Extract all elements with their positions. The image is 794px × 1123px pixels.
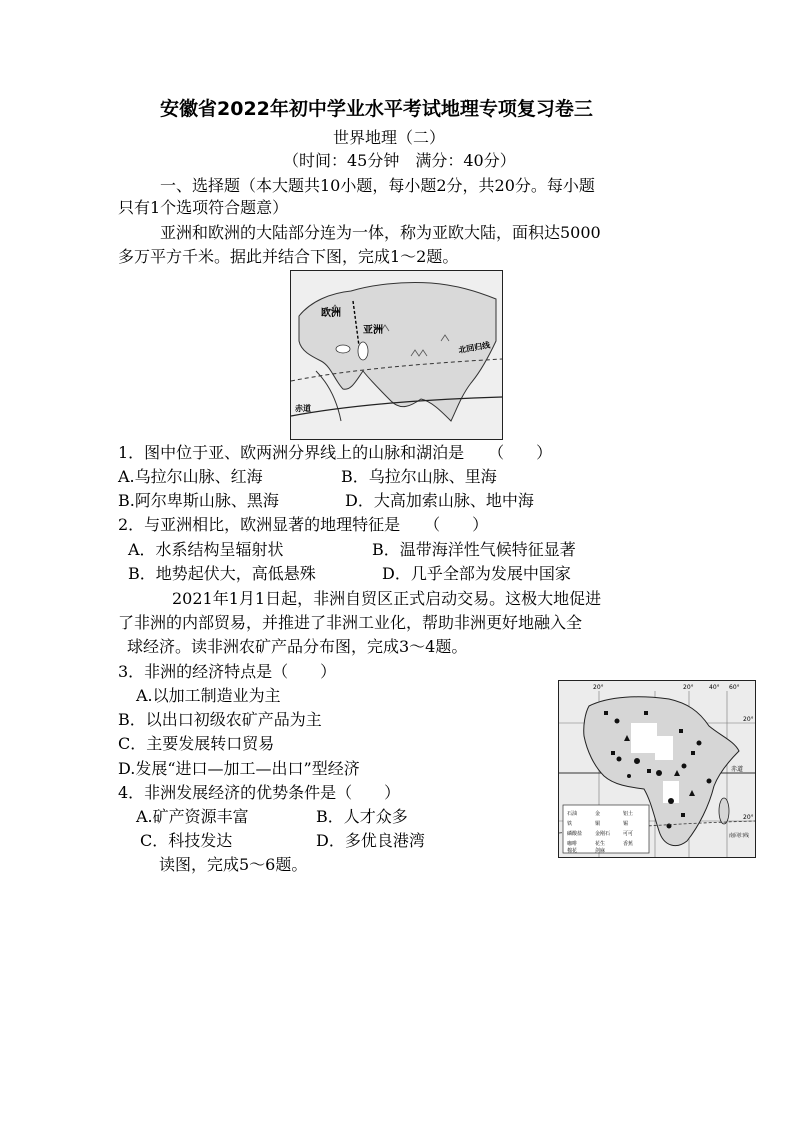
legend-item-11: 香蕉: [623, 841, 634, 847]
legend-item-3: 铁: [567, 821, 573, 827]
legend-item-7: 金刚石: [595, 831, 611, 837]
page-title: 安徽省2022年初中学业水平考试地理专项复习卷三: [160, 98, 593, 120]
africa-map-drawing: [559, 681, 755, 857]
lon-label-20w: 20°: [593, 684, 604, 691]
intro1-line1: 亚洲和欧洲的大陆部分连为一体，称为亚欧大陆，面积达5000: [160, 223, 601, 242]
legend-item-2: 铝土: [623, 811, 634, 817]
q2-option-c: B．地势起伏大，高低悬殊: [128, 564, 316, 583]
q4-option-d: D．多优良港湾: [316, 831, 425, 850]
q1-option-b: B．乌拉尔山脉、里海: [341, 467, 497, 486]
q2-option-d: D．几乎全部为发展中国家: [382, 564, 571, 583]
q4-option-c: C．科技发达: [140, 831, 233, 850]
intro2-line3: 球经济。读非洲农矿产品分布图，完成3～4题。: [127, 637, 468, 656]
q2-option-b: B．温带海洋性气候特征显著: [372, 540, 576, 559]
q1-option-a: A.乌拉尔山脉、红海: [118, 467, 263, 486]
q4-stem: 4．非洲发展经济的优势条件是（ ）: [118, 783, 401, 802]
lon-label-20e: 20°: [683, 684, 694, 691]
section-heading-line1: 一、选择题（本大题共10小题，每小题2分，共20分。每小题: [160, 176, 595, 195]
legend-item-6: 磷酸盐: [567, 831, 583, 837]
q3-option-a: A.以加工制造业为主: [136, 686, 281, 705]
legend-item-12: 棉花: [567, 848, 578, 854]
q3-option-c: C．主要发展转口贸易: [118, 734, 275, 753]
intro3: 读图，完成5～6题。: [159, 855, 308, 874]
q1-option-c: B.阿尔卑斯山脉、黑海: [118, 491, 279, 510]
legend-item-1: 金: [595, 811, 601, 817]
legend-item-5: 锡: [623, 821, 629, 827]
lon-label-40e: 40°: [709, 684, 720, 691]
label-asia: 亚洲: [363, 325, 383, 336]
q3-option-d: D.发展“进口—加工—出口”型经济: [118, 759, 360, 778]
intro2-line2: 了非洲的内部贸易，并推进了非洲工业化，帮助非洲更好地融入全: [118, 613, 583, 632]
legend-item-4: 铜: [595, 821, 601, 827]
label-tropic-cancer: 北回归线: [457, 340, 491, 355]
q2-stem: 2．与亚洲相比，欧洲显著的地理特征是 （ ）: [118, 515, 489, 534]
q1-option-d: D．大高加索山脉、地中海: [345, 491, 534, 510]
lat-label-20n: 20°: [743, 716, 754, 723]
q3-option-b: B．以出口初级农矿产品为主: [118, 710, 322, 729]
africa-map: [558, 680, 756, 858]
lat-label-20s: 20°: [743, 814, 754, 821]
legend-item-8: 可可: [623, 831, 634, 837]
page-subtitle: 世界地理（二）: [333, 128, 446, 147]
africa-label-equator: 赤道: [731, 766, 744, 773]
q2-option-a: A．水系结构呈辐射状: [128, 540, 284, 559]
q1-stem: 1．图中位于亚、欧两洲分界线上的山脉和湖泊是 （ ）: [118, 443, 553, 462]
legend-item-10: 花生: [595, 841, 606, 847]
q4-option-b: B．人才众多: [316, 807, 408, 826]
eurasia-map: [290, 270, 503, 440]
intro1-line2: 多万平方千米。据此并结合下图，完成1～2题。: [118, 247, 459, 266]
lon-label-60e: 60°: [729, 684, 740, 691]
q4-option-a: A.矿产资源丰富: [136, 807, 249, 826]
q3-stem: 3．非洲的经济特点是（ ）: [118, 662, 337, 681]
label-europe: 欧洲: [321, 308, 341, 319]
time-info: （时间：45分钟 满分：40分）: [283, 151, 516, 170]
section-heading-line2: 只有1个选项符合题意）: [118, 198, 289, 217]
intro2-line1: 2021年1月1日起，非洲自贸区正式启动交易。这极大地促进: [172, 589, 602, 608]
legend-item-9: 咖啡: [567, 841, 578, 847]
legend-item-13: 剑麻: [595, 848, 606, 854]
label-equator: 赤道: [295, 404, 311, 413]
legend-item-0: 石油: [567, 811, 578, 817]
africa-label-tropic-capricorn: 南回归线: [729, 833, 750, 839]
eurasia-map-drawing: [291, 271, 502, 439]
